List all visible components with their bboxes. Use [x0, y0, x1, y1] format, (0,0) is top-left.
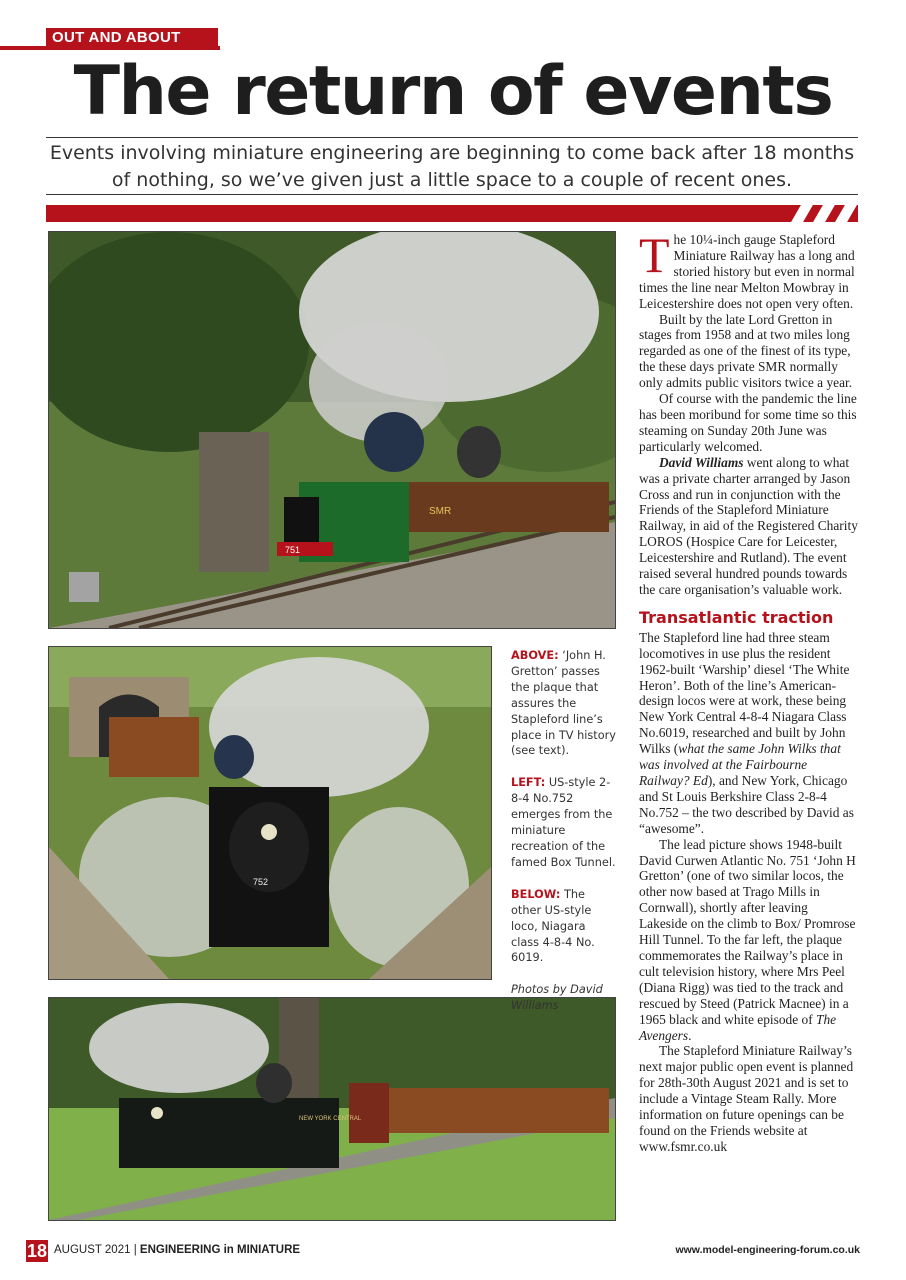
subheading: Transatlantic traction	[639, 607, 834, 627]
editor-note: what the same John Wilks that was involved at the Fairbourne Railway? Ed	[639, 741, 841, 788]
footer-issue	[54, 1244, 300, 1256]
caption-left	[511, 775, 617, 870]
author-name: David Williams	[659, 454, 744, 470]
tender-lettering-smr: SMR	[429, 506, 452, 517]
loco-number-plate-752: 752	[253, 877, 269, 887]
photo-captions	[511, 648, 617, 1030]
caption-text-below: The other US-style loco, Niagara class 4-8-4 No. 6019.	[511, 887, 595, 965]
caption-label-below: BELOW:	[511, 887, 561, 901]
standfirst-bottom-rule	[46, 194, 858, 195]
show-title: The Avengers	[639, 1011, 837, 1043]
paragraph-6-part-b: .	[688, 1027, 692, 1043]
paragraph-6-part-a: The lead picture shows 1948-built David Curwen Atlantic No. 751 ‘John H Gretton’ (one of two similar locos, the other now based at Trago Mills in Cornwall), shortly after leaving Lakeside on the climb to Box/ Promrose Hill Tunnel. To the far left, the plaque commemorates the Railway’s place in cult television history, where Mrs Peel (Diana Rigg) was tied to the track and rescued by Steed (Patrick Macnee) in a 1965 black and white episode of	[639, 836, 856, 1027]
paragraph-7: The Stapleford Miniature Railway’s next major public open event is planned for 28th-30th August 2021 and is set to include a Vintage Steam Rally. More information on future openings can be found on the Friends website at www.fsmr.co.uk	[639, 1043, 854, 1154]
drop-cap: T	[639, 227, 670, 283]
tender-lettering-new-york-central: NEW YORK CENTRAL	[299, 1116, 362, 1122]
caption-text-left: US-style 2-8-4 No.752 emerges from the miniature recreation of the famed Box Tunnel.	[511, 776, 616, 869]
paragraph-1	[639, 227, 859, 312]
standfirst-top-rule	[46, 137, 858, 138]
paragraph-5-part-b: ), and New York, Chicago and St Louis Berkshire Class 2-8-4 No.752 – the two described by David as “awesome”.	[639, 773, 854, 836]
decorative-red-bar	[46, 205, 858, 222]
paragraph-4	[639, 455, 859, 598]
photo-credit: Photos by David Williams	[511, 983, 603, 1013]
paragraph-2: Built by the late Lord Gretton in stages from 1958 and at two miles long regarded as one of the finest of its type, the these days private SMR normally only admits public visitors twice a year.	[639, 311, 853, 391]
article-body	[639, 227, 859, 1155]
footer-separator: |	[133, 1244, 137, 1256]
caption-above	[511, 648, 617, 759]
paragraph-5-part-a: The Stapleford line had three steam locomotives in use plus the resident 1962-built ‘Warship’ diesel ‘The White Heron’. Both of the line’s American-design locos were at work, these being New York Central 4-8-4 Niagara Class No.6019, researched and built by John Wilks (	[639, 629, 850, 757]
photo-berkshire-752-tunnel	[48, 646, 492, 980]
footer-date: AUGUST 2021	[54, 1244, 131, 1256]
paragraph-5	[639, 630, 859, 837]
article-title: The return of events	[73, 52, 833, 131]
footer-magazine: ENGINEERING in MINIATURE	[139, 1244, 301, 1256]
photo-niagara-6019	[48, 997, 616, 1221]
standfirst: Events involving miniature engineering are beginning to come back after 18 months of nothing, so we’ve given just a little space to a couple of recent ones.	[49, 142, 855, 191]
paragraph-3: Of course with the pandemic the line has been moribund for some time so this steaming on Sunday 20th June was particularly welcomed.	[639, 391, 857, 454]
caption-label-above: ABOVE:	[511, 649, 559, 662]
section-tag: OUT AND ABOUT	[46, 28, 218, 48]
paragraph-6	[639, 837, 859, 1044]
paragraph-4-text: went along to what was a private charter arranged by Jason Cross and run in conjunction with the Friends of the Stapleford Miniature Railway, in aid of the Registered Charity LOROS (Hospice Care for Leicester, Leicestershire and Rutland). The event raised several hundred pounds towards the care organisation’s valuable work.	[639, 454, 858, 597]
footer-website: www.model-engineering-forum.co.uk	[675, 1244, 860, 1256]
loco-number-plate-751: 751	[285, 545, 301, 555]
paragraph-1-text: he 10¼-inch gauge Stapleford Miniature Railway has a long and storied history but even in normal times the line near Melton Mowbray in Leicestershire does not open very often.	[639, 232, 855, 311]
lead-photo-john-h-gretton	[48, 231, 616, 629]
caption-below	[511, 887, 617, 967]
caption-text-above: ‘John H. Gretton’ passes the plaque that assures the Stapleford line’s place in TV history (see text).	[511, 649, 616, 758]
caption-label-left: LEFT:	[511, 776, 546, 790]
page-number: 18	[26, 1241, 48, 1261]
